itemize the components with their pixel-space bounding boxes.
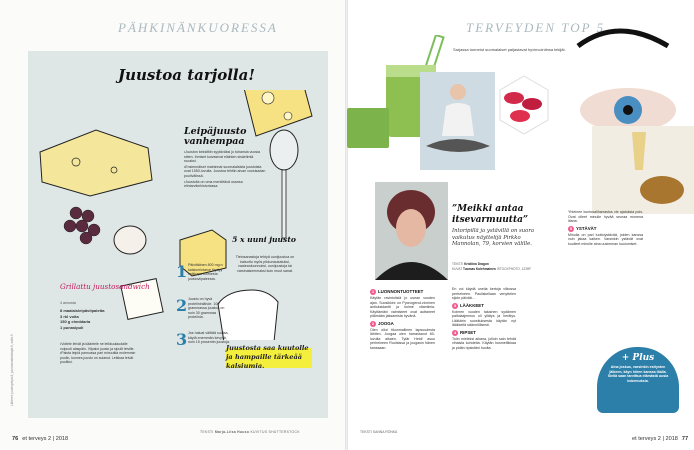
section-text: Minulla on pari luottoystävää, joiden kanssa voin jakaa kaiken. Varsinkin ystävät ovat kuulleet minulle aina uusimman kuulumiset. [568, 232, 643, 246]
top-caption: Sarjassa tunnetut suomalaiset paljastavat hyvinvointinsa tekijät. [453, 47, 566, 52]
lead-text: Yhteinen kuntosaliharrastus vie ajatuksia pois. Ovat olleet minulle hyvää seuraa monena iltana. [568, 210, 643, 224]
stat-item [176, 262, 232, 296]
article-column-2 [452, 287, 516, 350]
section-text: Käytän ravintolisiä jo usean vuoden ajan. Suosikkini on Pycnogenol-niminen antioksidantti ja kolme vitamiinia. Käyttämäni valmisteet ovat auttaneet pitämään jaksamista hyvänä. [370, 296, 435, 319]
stat-item [176, 330, 232, 364]
section-text: Kolmen vuoden takainen sydämen pallolaajennus oli yllätys ja herätys. Lääkärin suosituksesta käytän nyt lääkkeitä säännöllisesti. [452, 309, 516, 328]
section-heading: 5 YSTÄVÄT [569, 225, 597, 231]
plus-title: + Plus [621, 353, 655, 363]
stat-number: 1 [176, 262, 188, 281]
section-heading: 1 LUONNONTUOTTEET [371, 289, 424, 294]
credit-line: TEKSTI Marja-Liisa Huuso KUVITUS SHUTTERSTOCK [200, 430, 300, 434]
section-heading: 3 LÄÄKKEET [453, 302, 484, 308]
plus-text: Aina joskus, varsinkin esitysten jälkeen, käyn hiiren kanssa illalla. Siellä saan tarvittua elämästä uusia kokemuksia. [607, 365, 669, 383]
stat-number: 3 [176, 330, 188, 349]
stat-text: Päivittäinen 800 mg:n kalsiumintarve täyttyy vaikkapa kolmesta juustoviipaleesta. [188, 263, 223, 281]
list-item: • Ensimmäiset maininnat suomalaisista juustoista ovat 1550-luvulta. Juustoa tehtiin aivan vuosisadan puolivälissä. [184, 165, 266, 179]
section-heading: 2 JOOGA [371, 320, 394, 326]
folio-left: 76 et terveys 2 | 2018 [12, 436, 69, 442]
green-jug-icon [347, 108, 389, 148]
champagne-icon [592, 126, 694, 214]
recipe-serves: 4 annosta [60, 301, 76, 305]
deck-text: Intoripillä ja ystävillä on suora vaikutus näyttelijä Pirkko Mannolan, 79, korvien välille. [452, 228, 535, 248]
plus-box [597, 347, 679, 413]
section-text: Olen ollut tikunmallinen lapsuudesta lähtien. Joogaa olen harrastanut 60-luvulta alkaen. Tytär Heidi asuu perheineen Ruotsissa ja joogasin hänen kanssaan. [370, 327, 435, 350]
section-text: Tulin mieleksi aikana, jolloin sain tehdä vihaista kohdetta. Käytän kosmetiikkaa ja pidän ripsistäni huolta. [452, 336, 516, 350]
recipe-title: Grillattu juustosandwich [60, 282, 150, 291]
lead-text: En voi käydä uneila kertoja viikossa perheineen. Pauliskellaan venyttelen sijoin päivää... [452, 287, 516, 301]
recipe-steps [60, 342, 140, 365]
stat-item [176, 296, 232, 330]
recipe-ingredients [60, 308, 104, 330]
ingredient: 8 maalaisleipäviipaletta [60, 308, 105, 313]
bylines: TEKSTI Kristiina Dragon KUVAT Tuomas Kolehmainen ISTOCKPHOTO, 123RF [452, 262, 532, 271]
portrait-photo [375, 182, 448, 280]
section-heading: 4 RIPSET [453, 329, 476, 335]
stat-number: 2 [176, 296, 188, 315]
ingredient: 150 g cheddaria [60, 319, 91, 325]
five-facts-text: Tietosanastoja tehtyä uunijuustoa on katsottu myös pikkunaukatuksi, vaaleanluonnoksi, uunijuustoja tai varsinaisemmaksi kuin muut sanat. [235, 255, 295, 273]
section-head-right: TERVEYDEN TOP 5 [466, 20, 606, 35]
leipajuusto-title: Leipäjuusto vanhempaa [184, 126, 247, 147]
folio-right: et terveys 2 | 2018 77 [632, 436, 689, 442]
vertical-credit: Lähteet: juustopeipa.fi, juustonvalmistajat.fi, valio.fi [10, 334, 14, 406]
five-facts-title: 5 x uuni juusto [232, 235, 296, 244]
list-item: • Juustolla on oma merkittävä osansa elintarvikehistoriassa. [184, 180, 266, 189]
recipe-step: • Paista leipiä pannussa pari minuuttia molemmin puolin, kunnes juusto on sulanut. Leikkaa leivät puoliksi. [60, 351, 140, 365]
ingredient: 3 rkl voita [60, 313, 79, 319]
ingredient: 1 punasipuli [60, 324, 84, 330]
section-head-left: PÄHKINÄNKUORESSA [118, 20, 278, 35]
page-gutter [345, 0, 348, 450]
page-title: Juustoa tarjolla! [118, 66, 255, 84]
stat-text: Juusto on hyvä proteiininlähde. 100 grammassa juustoa on noin 30 grammaa proteiinia. [188, 297, 225, 320]
quote-headline: ”Meikki antaa itsevarmuutta” [452, 204, 529, 225]
pills-icon [498, 74, 550, 136]
article-column-3 [568, 210, 643, 246]
credit-line-right: TEKSTI SANNA RÖNKÄ [360, 430, 398, 434]
recipe-step: • Voitele leivät ja kääntele ne leikkuulaudalle voipuoli alaspäin. Viipaloi juusto ja sipulit leiville. [60, 342, 140, 351]
stats-list [176, 262, 232, 364]
stat-text: Jos haluat välttää suolaa, käytä enemmän kevyitä, noin 15 prosentin juustoja. [188, 331, 230, 345]
highlight-footnote: Juustosta saa kuutolle ja hampaille tärkeää kalsiumia. [226, 344, 312, 371]
yoga-woman-icon [420, 72, 495, 170]
article-column-1 [370, 287, 435, 350]
leipajuusto-list [184, 150, 266, 190]
list-item: • Juuston keksittiin syytäväksi jo tuhansia vuosia sitten. Ihmiset kuivasivat eläinten sisäelimiä ruuaksi. [184, 150, 266, 164]
